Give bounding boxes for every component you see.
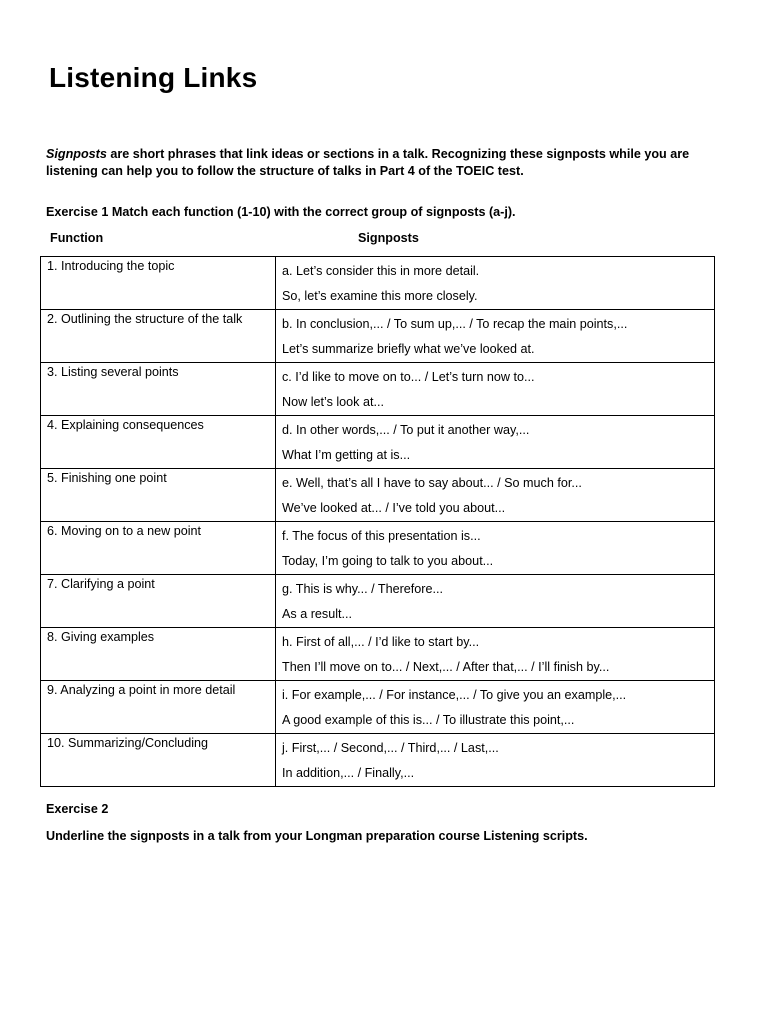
signpost-line-2: Then I’ll move on to... / Next,... / After that,... / I’ll finish by... <box>282 660 610 674</box>
table-row <box>41 575 715 628</box>
signpost-line-1: c. I’d like to move on to... / Let’s turn now to... <box>282 370 535 384</box>
signpost-line-2: Now let’s look at... <box>282 395 384 409</box>
signpost-line-1: f. The focus of this presentation is... <box>282 529 481 543</box>
signpost-line-1: e. Well, that’s all I have to say about... / So much for... <box>282 476 582 490</box>
function-cell <box>41 363 276 416</box>
column-header-function: Function <box>50 231 104 245</box>
function-text: 8. Giving examples <box>47 630 155 644</box>
table-row <box>41 416 715 469</box>
signpost-line-1: h. First of all,... / I’d like to start by... <box>282 635 480 649</box>
signpost-line-2: So, let’s examine this more closely. <box>282 289 478 303</box>
signpost-line-1: a. Let’s consider this in more detail. <box>282 264 480 278</box>
function-text: 5. Finishing one point <box>47 471 167 485</box>
table-row <box>41 310 715 363</box>
table-row <box>41 734 715 787</box>
signpost-line-2: In addition,... / Finally,... <box>282 766 415 780</box>
signpost-line-2: Let’s summarize briefly what we’ve looked at. <box>282 342 535 356</box>
column-header-signposts: Signposts <box>358 231 419 245</box>
signposts-cell <box>276 575 715 628</box>
signposts-cell <box>276 734 715 787</box>
signposts-cell <box>276 469 715 522</box>
function-text: 6. Moving on to a new point <box>47 524 202 538</box>
intro-line2: listening can help you to follow the structure of talks in Part 4 of the TOEIC test. <box>46 163 524 178</box>
function-cell <box>41 310 276 363</box>
signposts-cell <box>276 628 715 681</box>
function-text: 10. Summarizing/Concluding <box>47 736 209 750</box>
signpost-line-1: d. In other words,... / To put it another way,... <box>282 423 530 437</box>
intro-line1: are short phrases that link ideas or sections in a talk. Recognizing these signposts while you are <box>106 147 690 161</box>
table-row <box>41 469 715 522</box>
function-text: 1. Introducing the topic <box>47 259 175 273</box>
function-cell <box>41 416 276 469</box>
table-row <box>41 257 715 310</box>
exercise2-heading: Exercise 2 <box>46 802 109 816</box>
table-row <box>41 363 715 416</box>
signpost-line-1: i. For example,... / For instance,... / To give you an example,... <box>282 688 627 702</box>
function-cell <box>41 628 276 681</box>
function-cell <box>41 734 276 787</box>
signposts-cell <box>276 310 715 363</box>
signpost-line-2: Today, I’m going to talk to you about... <box>282 554 494 568</box>
function-text: 9. Analyzing a point in more detail <box>47 683 236 697</box>
function-cell <box>41 681 276 734</box>
signposts-cell <box>276 522 715 575</box>
signposts-cell <box>276 257 715 310</box>
intro-paragraph <box>46 146 726 179</box>
table-row <box>41 522 715 575</box>
function-cell <box>41 575 276 628</box>
signposts-cell <box>276 416 715 469</box>
match-table <box>40 256 715 787</box>
signpost-line-1: g. This is why... / Therefore... <box>282 582 443 596</box>
signpost-line-2: As a result... <box>282 607 352 621</box>
signposts-cell <box>276 363 715 416</box>
signpost-line-1: b. In conclusion,... / To sum up,... / To recap the main points,... <box>282 317 628 331</box>
signpost-line-2: What I’m getting at is... <box>282 448 411 462</box>
table-row <box>41 628 715 681</box>
intro-term: Signposts <box>46 147 107 161</box>
signpost-line-1: j. First,... / Second,... / Third,... / Last,... <box>282 741 499 755</box>
function-text: 2. Outlining the structure of the talk <box>47 312 243 326</box>
match-table-body <box>41 257 715 787</box>
signposts-cell <box>276 681 715 734</box>
function-cell <box>41 522 276 575</box>
function-text: 7. Clarifying a point <box>47 577 155 591</box>
function-cell <box>41 469 276 522</box>
signpost-line-2: A good example of this is... / To illustrate this point,... <box>282 713 575 727</box>
exercise1-heading: Exercise 1 Match each function (1-10) with the correct group of signposts (a-j). <box>46 205 516 219</box>
exercise2-instruction: Underline the signposts in a talk from your Longman preparation course Listening scripts. <box>46 829 588 843</box>
signpost-line-2: We’ve looked at... / I’ve told you about... <box>282 501 506 515</box>
function-cell <box>41 257 276 310</box>
page-title: Listening Links <box>49 62 258 93</box>
table-row <box>41 681 715 734</box>
function-text: 4. Explaining consequences <box>47 418 204 432</box>
function-text: 3. Listing several points <box>47 365 179 379</box>
